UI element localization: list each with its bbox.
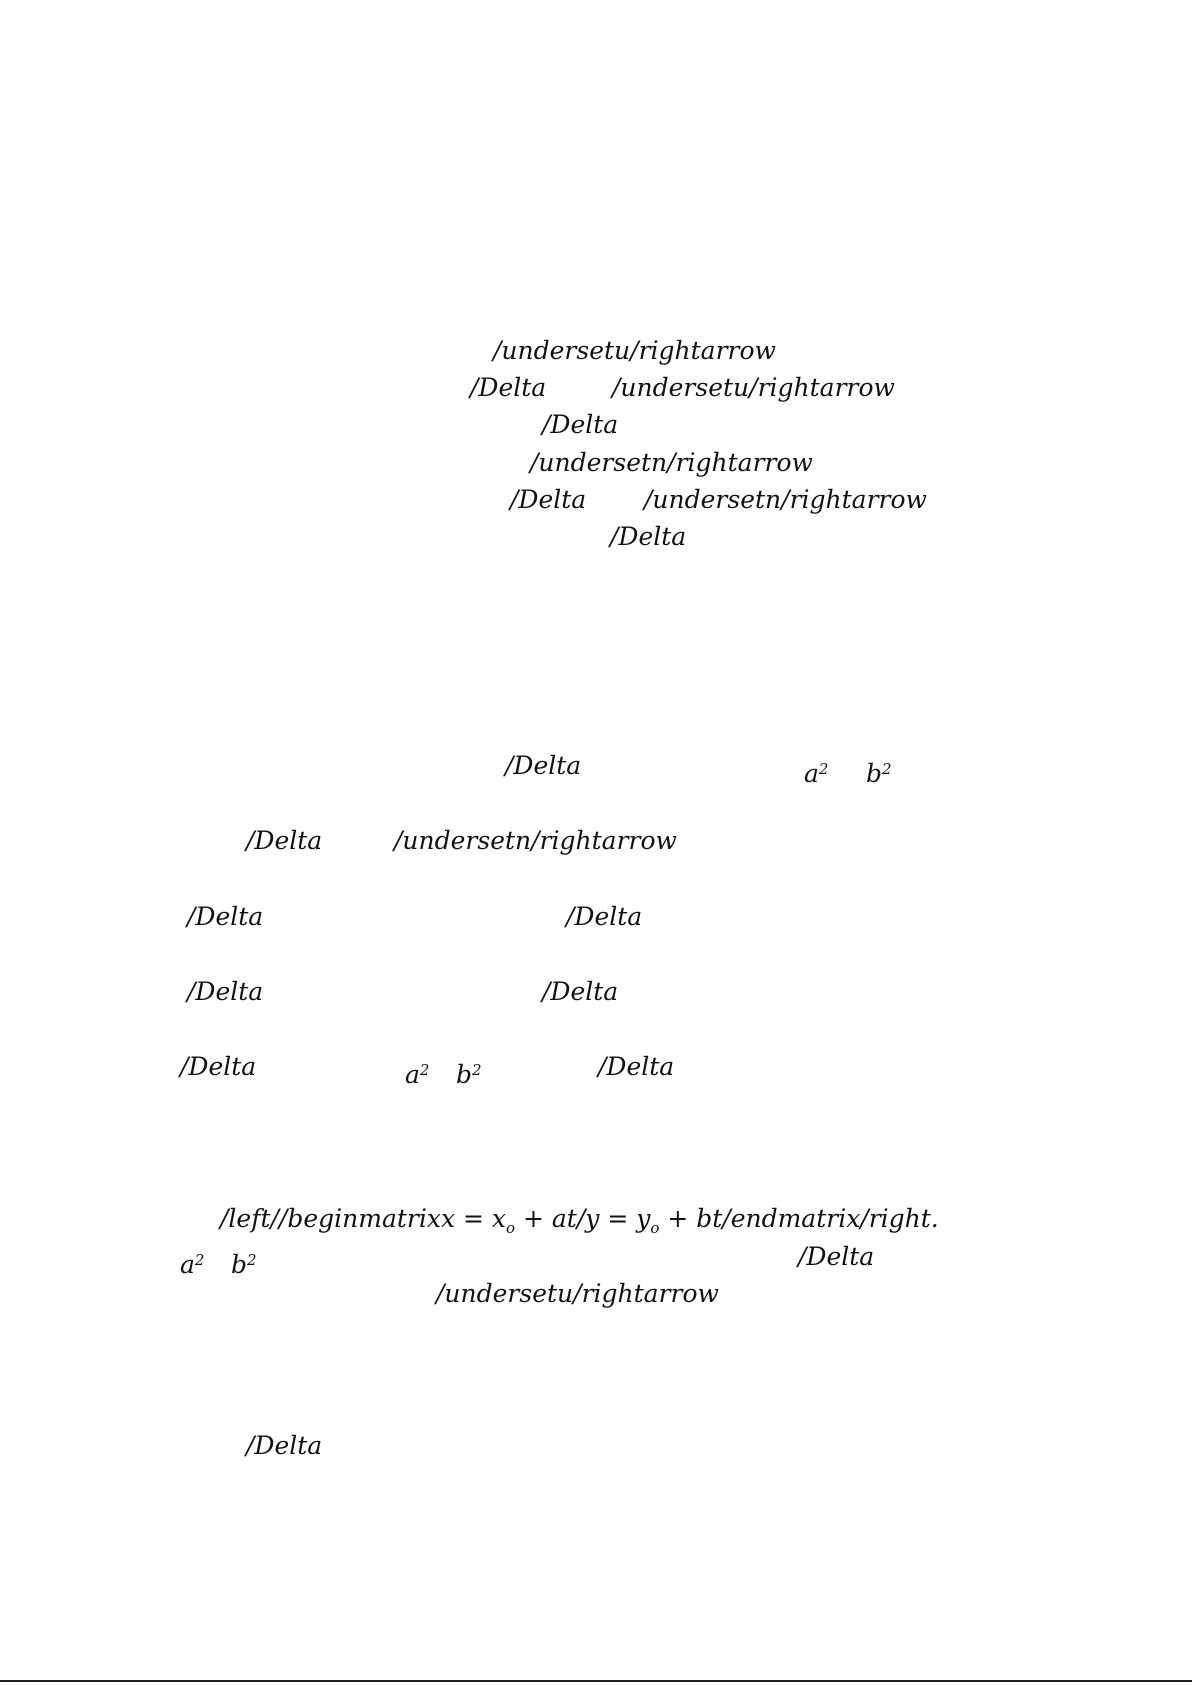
math-underset-n-rightarrow: /undersetn/rightarrow	[644, 485, 927, 514]
math-a-squared: $a^2$	[804, 759, 829, 788]
math-delta: /Delta	[542, 977, 619, 1006]
math-delta: /Delta	[798, 1242, 875, 1271]
math-delta: /Delta	[246, 1431, 323, 1460]
math-underset-u-rightarrow: /undersetu/rightarrow	[493, 336, 776, 365]
math-delta: /Delta	[598, 1052, 675, 1081]
math-delta: /Delta	[542, 410, 619, 439]
math-underset-u-rightarrow: /undersetu/rightarrow	[612, 373, 895, 402]
math-a-squared: $a^2$	[180, 1250, 205, 1279]
math-parametric-system: /left//beginmatrixx = $x_o + at/y = y_o$ + bt/endmatrix/right.	[220, 1204, 939, 1237]
math-underset-u-rightarrow: /undersetu/rightarrow	[436, 1279, 719, 1308]
math-delta: /Delta	[610, 522, 687, 551]
math-underset-n-rightarrow: /undersetn/rightarrow	[394, 826, 677, 855]
math-delta: /Delta	[180, 1052, 257, 1081]
math-b-squared: $b^2$	[866, 759, 892, 788]
math-delta: /Delta	[246, 826, 323, 855]
math-delta: /Delta	[510, 485, 587, 514]
bottom-rule	[0, 1680, 1192, 1682]
math-delta: /Delta	[566, 902, 643, 931]
math-underset-n-rightarrow: /undersetn/rightarrow	[530, 448, 813, 477]
math-delta: /Delta	[505, 751, 582, 780]
math-a-squared: $a^2$	[405, 1060, 430, 1089]
math-b-squared: $b^2$	[231, 1250, 257, 1279]
math-delta: /Delta	[187, 902, 264, 931]
math-b-squared: $b^2$	[456, 1060, 482, 1089]
math-delta: /Delta	[187, 977, 264, 1006]
math-delta: /Delta	[470, 373, 547, 402]
